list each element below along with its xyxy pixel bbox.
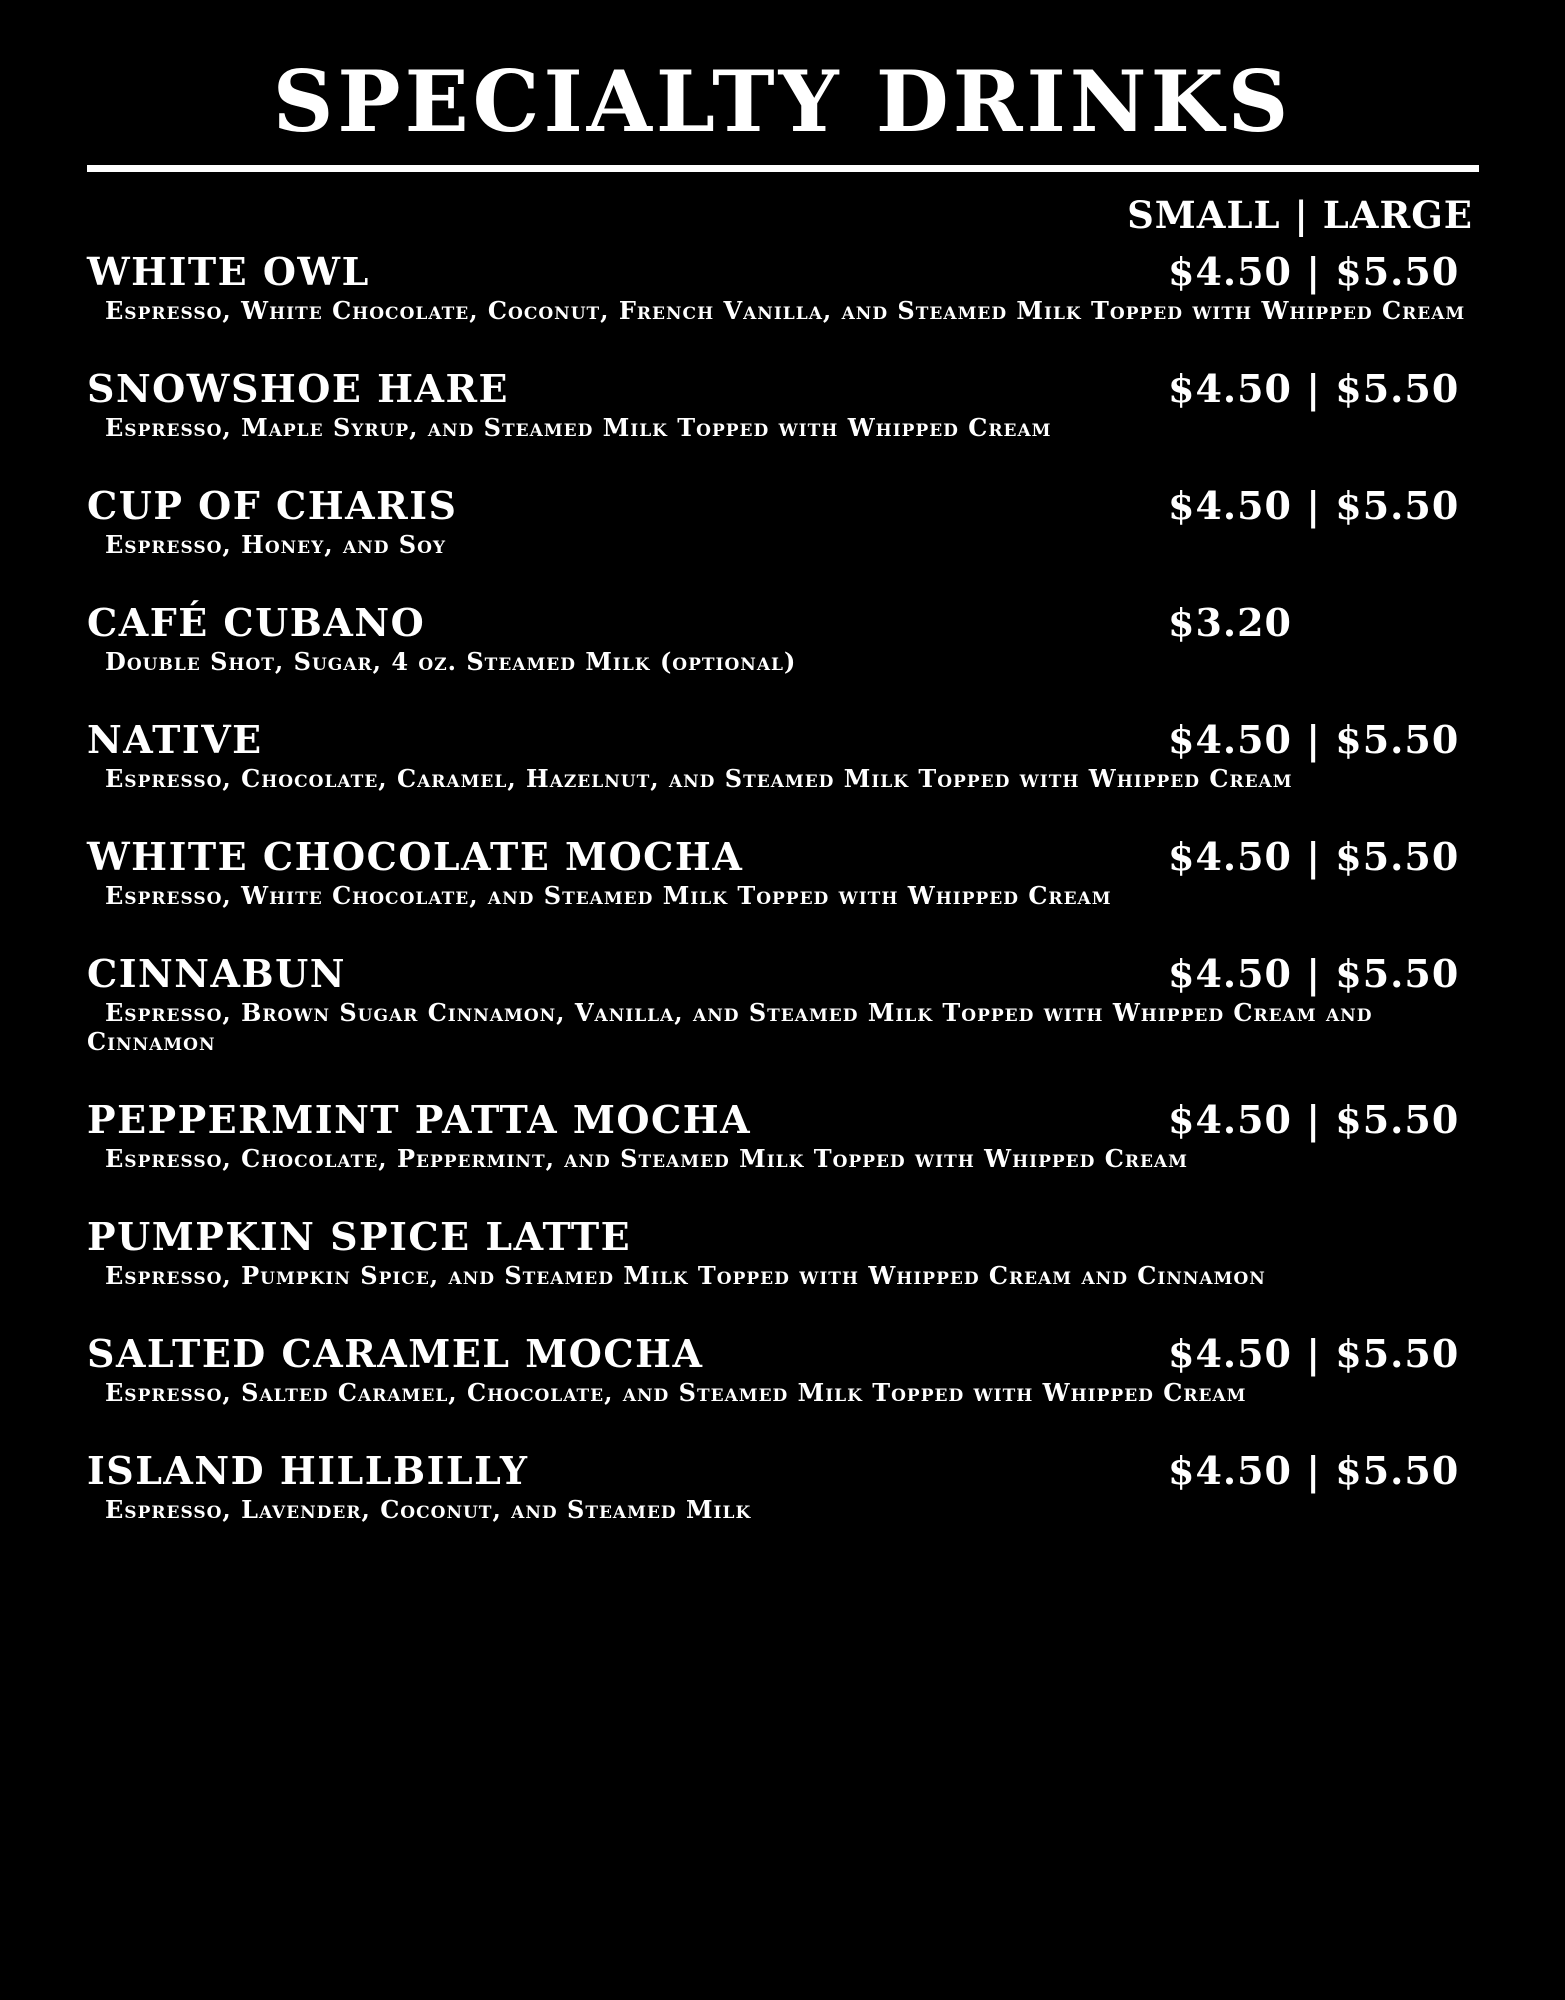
menu-item (87, 244, 1479, 325)
item-price: $4.50 | $5.50 (1168, 1331, 1460, 1376)
item-name: WHITE CHOCOLATE MOCHA (87, 834, 744, 879)
item-price: $4.50 | $5.50 (1168, 951, 1460, 996)
menu-item (87, 478, 1479, 559)
menu-item (87, 361, 1479, 442)
menu-item (87, 829, 1479, 910)
menu-item (87, 946, 1479, 1056)
item-price: $4.50 | $5.50 (1168, 717, 1460, 762)
item-description: Espresso, Lavender, Coconut, and Steamed Milk (105, 1495, 752, 1524)
menu-item (87, 1443, 1479, 1524)
item-price: $4.50 | $5.50 (1168, 366, 1460, 411)
item-description: Double Shot, Sugar, 4 oz. Steamed Milk (optional) (105, 647, 797, 676)
item-price: $3.20 (1168, 600, 1292, 645)
item-price: $4.50 | $5.50 (1168, 483, 1460, 528)
item-name: ISLAND HILLBILLY (87, 1448, 529, 1493)
item-name: SALTED CARAMEL MOCHA (87, 1331, 704, 1376)
item-price: $4.50 | $5.50 (1168, 834, 1460, 879)
menu-items-list (87, 244, 1479, 1560)
item-name: NATIVE (87, 717, 263, 762)
item-name: PEPPERMINT PATTA MOCHA (87, 1097, 752, 1142)
item-description: Espresso, Chocolate, Caramel, Hazelnut, and Steamed Milk Topped with Whipped Cream (105, 764, 1293, 793)
item-name: SNOWSHOE HARE (87, 366, 510, 411)
item-description: Espresso, Chocolate, Peppermint, and Steamed Milk Topped with Whipped Cream (105, 1144, 1188, 1173)
item-price: $4.50 | $5.50 (1168, 1448, 1460, 1493)
item-description: Espresso, Pumpkin Spice, and Steamed Milk Topped with Whipped Cream and Cinnamon (105, 1261, 1266, 1290)
menu-title: SPECIALTY DRINKS (272, 52, 1293, 151)
item-description: Espresso, White Chocolate, and Steamed Milk Topped with Whipped Cream (105, 881, 1112, 910)
item-price: $4.50 | $5.50 (1168, 249, 1460, 294)
item-name: CINNABUN (87, 951, 346, 996)
item-name: CUP OF CHARIS (87, 483, 458, 528)
item-name: WHITE OWL (87, 249, 370, 294)
item-price: $4.50 | $5.50 (1168, 1097, 1460, 1142)
menu-item (87, 1092, 1479, 1173)
menu-item (87, 595, 1479, 676)
item-name: CAFÉ CUBANO (87, 600, 426, 645)
item-description: Espresso, White Chocolate, Coconut, French Vanilla, and Steamed Milk Topped with Whipped Cream (105, 296, 1466, 325)
item-description: Espresso, Salted Caramel, Chocolate, and Steamed Milk Topped with Whipped Cream (105, 1378, 1247, 1407)
menu-item (87, 1209, 1479, 1290)
title-divider (87, 165, 1479, 172)
item-description: Espresso, Maple Syrup, and Steamed Milk Topped with Whipped Cream (105, 413, 1052, 442)
menu-item (87, 1326, 1479, 1407)
item-name: PUMPKIN SPICE LATTE (87, 1214, 632, 1259)
menu-item (87, 712, 1479, 793)
size-header: SMALL | LARGE (1127, 193, 1473, 237)
item-description: Espresso, Brown Sugar Cinnamon, Vanilla, and Steamed Milk Topped with Whipped Cream and Cinnamon (87, 998, 1373, 1056)
item-description: Espresso, Honey, and Soy (105, 530, 447, 559)
